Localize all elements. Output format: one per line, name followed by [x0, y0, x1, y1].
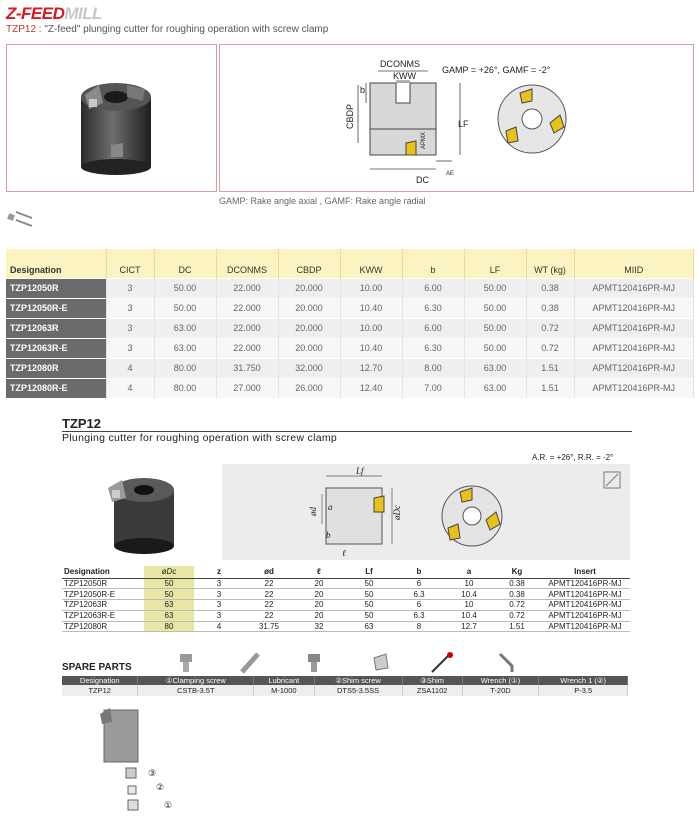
table-cell: 0.38 — [494, 589, 540, 600]
table-header-row — [62, 676, 628, 685]
table-cell: APMT120416PR-MJ — [540, 610, 630, 621]
table-cell: 6.30 — [402, 298, 464, 318]
table-cell: 10.00 — [340, 318, 402, 338]
designation-cell: TZP12050R-E — [6, 298, 106, 318]
table-cell: 10.40 — [340, 338, 402, 358]
table-cell: APMT120416PR-MJ — [574, 358, 694, 378]
table-cell: 3 — [106, 318, 154, 338]
table-cell: 50.00 — [154, 298, 216, 318]
col-z: z — [194, 566, 244, 578]
section-subtitle: Plunging cutter for roughing operation with screw clamp — [62, 432, 338, 444]
table-cell: 3 — [194, 600, 244, 611]
designation-cell: TZP12050R-E — [62, 589, 144, 600]
col-lf: LF — [464, 249, 526, 278]
table-cell: 10.4 — [444, 610, 494, 621]
table-cell: 20.000 — [278, 298, 340, 318]
table-cell: 32.000 — [278, 358, 340, 378]
table-cell: 10.4 — [444, 589, 494, 600]
table-cell: 6.00 — [402, 278, 464, 298]
col-a: a — [444, 566, 494, 578]
label-lf: LF — [458, 119, 469, 129]
col-cbdp: CBDP — [278, 249, 340, 278]
col-wrench-1: Wrench 1 (②) — [539, 676, 628, 685]
label-ae: AE — [446, 171, 455, 177]
table-cell: 63.00 — [154, 318, 216, 338]
table-cell: APMT120416PR-MJ — [574, 318, 694, 338]
gamma-angles: GAMP = +26°, GAMF = -2° — [442, 65, 551, 75]
table-cell: 10 — [444, 578, 494, 589]
table-cell: APMT120416PR-MJ — [540, 600, 630, 611]
label-a: a — [328, 502, 333, 512]
table-cell: 80.00 — [154, 358, 216, 378]
shim-icon — [374, 654, 388, 670]
table-cell: 3 — [194, 589, 244, 600]
table-cell: 22 — [244, 589, 294, 600]
table-cell: 50 — [144, 578, 194, 589]
table-cell: 0.38 — [526, 298, 574, 318]
table-cell: 63.00 — [464, 378, 526, 398]
designation-cell: TZP12063R — [6, 318, 106, 338]
col-dconms: DCONMS — [216, 249, 278, 278]
technical-drawing-panel — [219, 44, 694, 192]
table-cell: 50.00 — [464, 318, 526, 338]
table-cell: 27.000 — [216, 378, 278, 398]
table-cell: 1.51 — [526, 378, 574, 398]
label-dc: DC — [416, 175, 429, 185]
col-dc: øDc — [144, 566, 194, 578]
label-dconms: DCONMS — [380, 59, 420, 69]
table-cell: 3 — [194, 610, 244, 621]
spare-part-icons — [170, 650, 630, 676]
section2-drawing — [222, 464, 630, 560]
cell: T-20D — [462, 685, 539, 696]
table-cell: APMT120416PR-MJ — [540, 589, 630, 600]
table-row — [6, 298, 694, 318]
table-cell: 50 — [344, 600, 394, 611]
cell: DTS5-3.5SS — [314, 685, 402, 696]
table-cell: 8.00 — [402, 358, 464, 378]
table-cell: APMT120416PR-MJ — [540, 578, 630, 589]
table-cell: 0.72 — [494, 600, 540, 611]
table-cell: 20.000 — [278, 338, 340, 358]
table-cell: 80 — [144, 621, 194, 632]
table-cell: APMT120416PR-MJ — [540, 621, 630, 632]
table-cell: 1.51 — [494, 621, 540, 632]
table-cell: 20 — [294, 589, 344, 600]
table-cell: 50 — [344, 610, 394, 621]
table-cell: 6.00 — [402, 318, 464, 338]
table-row — [62, 621, 630, 632]
table-cell: 20 — [294, 600, 344, 611]
table-cell: 0.72 — [526, 318, 574, 338]
table-row — [6, 278, 694, 298]
table-cell: 3 — [194, 578, 244, 589]
col-d: ød — [244, 566, 294, 578]
table-cell: 63 — [144, 600, 194, 611]
table-cell: 0.72 — [526, 338, 574, 358]
table-cell: 6 — [394, 600, 444, 611]
label-b-2: b — [326, 530, 331, 540]
label-b: b — [360, 85, 366, 95]
designation-cell: TZP12050R — [6, 278, 106, 298]
table-cell: 50.00 — [464, 298, 526, 318]
spare-parts-title: SPARE PARTS — [62, 662, 132, 673]
table-cell: 50 — [144, 589, 194, 600]
table-cell: 63 — [144, 610, 194, 621]
cell: P-3.5 — [539, 685, 628, 696]
designation-cell: TZP12080R — [62, 621, 144, 632]
section-title: TZP12 — [62, 416, 102, 431]
designation-cell: TZP12063R-E — [6, 338, 106, 358]
specs-table-2 — [62, 566, 630, 632]
table-cell: 0.38 — [526, 278, 574, 298]
table-cell: APMT120416PR-MJ — [574, 278, 694, 298]
table-cell: APMT120416PR-MJ — [574, 378, 694, 398]
table-row — [6, 338, 694, 358]
col-lf: Lf — [344, 566, 394, 578]
col-wrench: Wrench (①) — [462, 676, 539, 685]
col-insert: Insert — [540, 566, 630, 578]
table-cell: 26.000 — [278, 378, 340, 398]
table-cell: 4 — [106, 378, 154, 398]
table-cell: 6.3 — [394, 610, 444, 621]
front-view — [498, 85, 566, 153]
designation-cell: TZP12050R — [62, 578, 144, 589]
table-row — [6, 358, 694, 378]
table-cell: 31.75 — [244, 621, 294, 632]
spare-parts-table — [62, 676, 628, 696]
table-row — [62, 600, 630, 611]
label-kww: KWW — [393, 71, 416, 81]
table-cell: 8 — [394, 621, 444, 632]
specs-table — [6, 249, 694, 398]
diagram-caption: GAMP: Rake angle axial , GAMF: Rake angle radial — [219, 196, 426, 206]
table-cell: 50.00 — [154, 278, 216, 298]
table-cell: 80.00 — [154, 378, 216, 398]
table-cell: 20.000 — [278, 318, 340, 338]
table-cell: 10.40 — [340, 298, 402, 318]
table-cell: 50.00 — [464, 338, 526, 358]
table-cell: 6.3 — [394, 589, 444, 600]
table-cell: 7.00 — [402, 378, 464, 398]
table-cell: 63.00 — [154, 338, 216, 358]
table-cell: 0.38 — [494, 578, 540, 589]
angles-note: A.R. = +26°, R.R. = -2° — [532, 453, 614, 462]
table-cell: 20 — [294, 610, 344, 621]
table-cell: 22.000 — [216, 338, 278, 358]
col-lubricant: Lubricant — [254, 676, 314, 685]
callout-shim-screw: ② — [156, 783, 165, 793]
label-lf-2: Lf — [356, 466, 364, 476]
table-cell: 32 — [294, 621, 344, 632]
table-header-row — [62, 566, 630, 578]
table-cell: 20 — [294, 578, 344, 589]
table-cell: 50.00 — [464, 278, 526, 298]
table-cell: 10 — [444, 600, 494, 611]
col-cict: CICT — [106, 249, 154, 278]
cutter-photo-2 — [98, 468, 194, 558]
table-cell: 63 — [344, 621, 394, 632]
table-cell: APMT120416PR-MJ — [574, 338, 694, 358]
table-cell: 50 — [344, 589, 394, 600]
table-cell: 63.00 — [464, 358, 526, 378]
cutter-dimension-drawing-2 — [222, 464, 630, 560]
table-header-row — [6, 249, 694, 278]
product-photo-panel — [6, 44, 217, 192]
col-l: ℓ — [294, 566, 344, 578]
table-cell: 50 — [344, 578, 394, 589]
col-b: b — [394, 566, 444, 578]
table-cell: 12.7 — [444, 621, 494, 632]
clamping-screw-icon — [180, 654, 192, 672]
col-kww: KWW — [340, 249, 402, 278]
page-subtitle: TZP12 : "Z-feed" plunging cutter for roughing operation with screw clamp — [6, 24, 329, 35]
table-cell: 6 — [394, 578, 444, 589]
table-cell: APMT120416PR-MJ — [574, 298, 694, 318]
table-cell: 4 — [106, 358, 154, 378]
table-cell: 22 — [244, 600, 294, 611]
col-shim: ③Shim — [402, 676, 462, 685]
table-cell: 0.72 — [494, 610, 540, 621]
table-cell: 3 — [106, 338, 154, 358]
cell: CSTB-3.5T — [138, 685, 254, 696]
table-cell: 3 — [106, 298, 154, 318]
table-cell: 22 — [244, 578, 294, 589]
brand-logo: Z-FEEDMILL — [6, 4, 103, 23]
table-row — [6, 378, 694, 398]
cutter-photo — [7, 45, 216, 191]
col-designation: Designation — [62, 676, 138, 685]
label-phidc: øDc — [392, 505, 402, 520]
table-cell: 3 — [106, 278, 154, 298]
torx-wrench-icon — [432, 652, 453, 672]
table-cell: 4 — [194, 621, 244, 632]
lubricant-icon — [242, 654, 258, 672]
table-cell: 20.000 — [278, 278, 340, 298]
designation-cell: TZP12063R-E — [62, 610, 144, 621]
col-designation: Designation — [62, 566, 144, 578]
hex-wrench-icon — [500, 654, 512, 672]
exploded-assembly-view — [90, 704, 190, 820]
table-cell: 10.00 — [340, 278, 402, 298]
table-row — [62, 685, 628, 696]
col-kg: Kg — [494, 566, 540, 578]
table-cell: 1.51 — [526, 358, 574, 378]
table-cell: 6.30 — [402, 338, 464, 358]
cell: TZP12 — [62, 685, 138, 696]
table-cell: 22.000 — [216, 298, 278, 318]
designation-cell: TZP12080R-E — [6, 378, 106, 398]
designation-cell: TZP12080R — [6, 358, 106, 378]
shim-screw-icon — [308, 654, 320, 672]
col-clamping-screw: ①Clamping screw — [138, 676, 254, 685]
col-designation: Designation — [6, 249, 106, 278]
insert-tools-icon — [6, 208, 34, 230]
cell: ZSA1102 — [402, 685, 462, 696]
col-miid: MIID — [574, 249, 694, 278]
col-wt: WT (kg) — [526, 249, 574, 278]
table-row — [62, 610, 630, 621]
table-row — [62, 578, 630, 589]
table-cell: 22.000 — [216, 278, 278, 298]
designation-cell: TZP12063R — [62, 600, 144, 611]
table-cell: 22 — [244, 610, 294, 621]
label-phid: ød — [308, 507, 318, 516]
table-cell: 12.40 — [340, 378, 402, 398]
callout-clamping-screw: ① — [164, 801, 173, 811]
callout-shim: ③ — [148, 769, 157, 779]
cell: M-1000 — [254, 685, 314, 696]
label-l: ℓ — [342, 548, 346, 558]
table-cell: 12.70 — [340, 358, 402, 378]
table-cell: 31.750 — [216, 358, 278, 378]
col-dc: DC — [154, 249, 216, 278]
label-apmx: APMX — [421, 131, 427, 149]
label-cbdp: CBDP — [345, 103, 355, 129]
table-row — [6, 318, 694, 338]
col-b: b — [402, 249, 464, 278]
table-cell: 22.000 — [216, 318, 278, 338]
table-row — [62, 589, 630, 600]
cutter-dimension-drawing — [220, 45, 693, 191]
col-shim-screw: ②Shim screw — [314, 676, 402, 685]
